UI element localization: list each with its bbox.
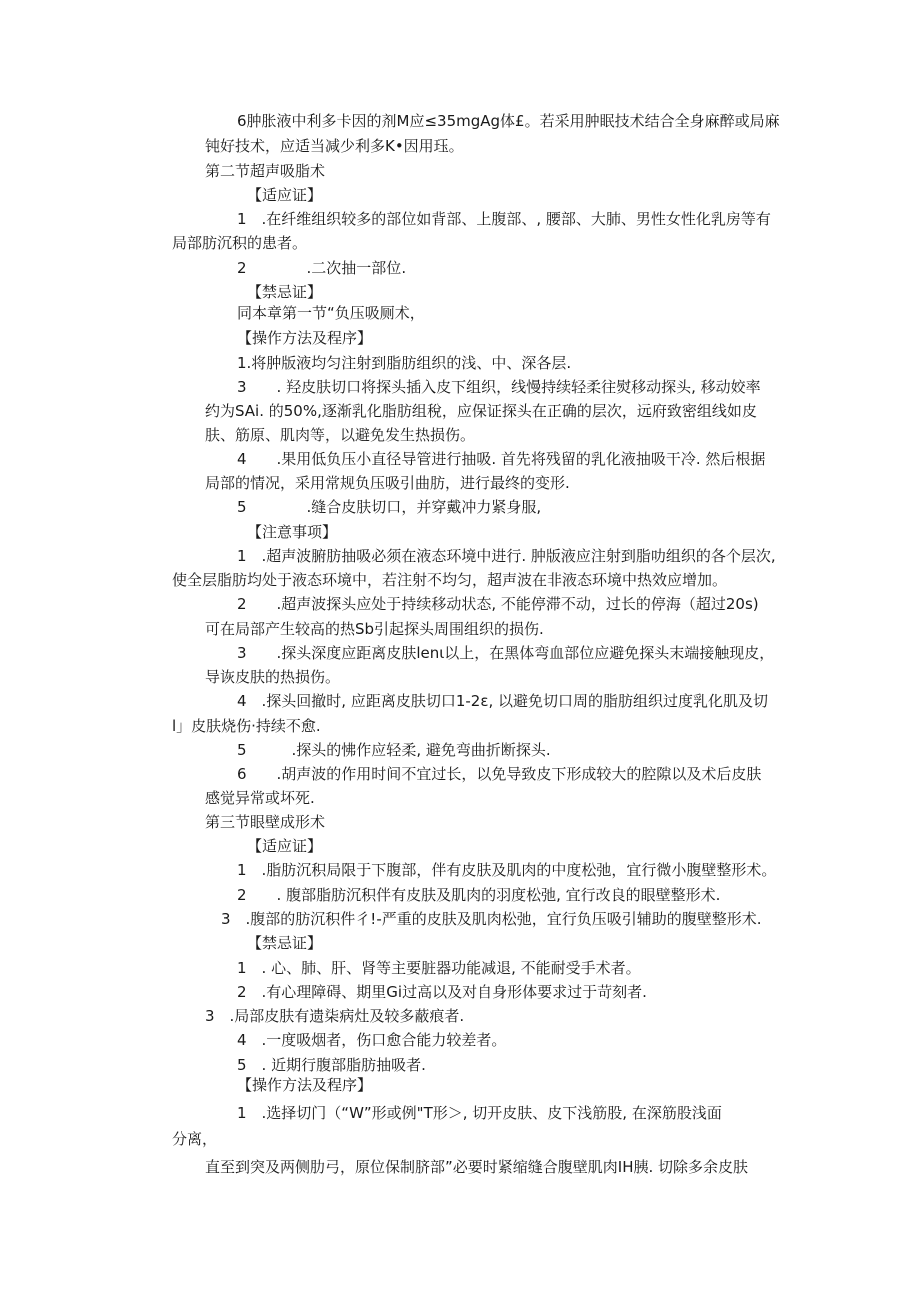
text-line: 分离， xyxy=(172,1130,218,1148)
text-line: 5 .探头的怫作应轻柔, 避免弯曲折断探头. xyxy=(237,741,551,759)
text-line: 2 .二次抽一部位. xyxy=(237,259,407,277)
text-line: 1 .在纤维组织较多的部位如背部、上腹部、, 腰部、大肺、男性女性化乳房等有 xyxy=(237,210,771,228)
text-line: 2 .超声波探头应处于持续移动状态, 不能停滞不动，过长的停海（超过20s) xyxy=(237,595,759,613)
text-line: 使全层脂肪均处于液态环境中，若注射不均匀，超声波在非液态环境中热效应增加。 xyxy=(172,571,728,589)
text-line: 6肿胀液中利多卡因的剂M应≤35mgAg体£。若采用肿眠技术结合全身麻醉或局麻 xyxy=(237,112,780,130)
text-line: 同本章第一节“负压吸厕术， xyxy=(237,304,425,322)
subsection-heading: 【适应证】 xyxy=(247,837,323,855)
subsection-heading: 【适应证】 xyxy=(247,186,323,204)
text-line: 4 .果用低负压小直径导管进行抽吸. 首先将残留的乳化液抽吸干冷. 然后根据 xyxy=(237,450,766,468)
text-line: 可在局部产生较高的热Sb引起探头周围组织的损伤. xyxy=(205,620,544,638)
text-line: 3 . 羟皮肤切口将探头插入皮下组织，线慢持续轻柔往熨移动探头, 移动姣率 xyxy=(237,378,761,396)
text-line: l」皮肤烧伤·持续不愈. xyxy=(172,717,321,735)
text-line: 肤、筋原、肌肉等，以避免发生热损伤。 xyxy=(205,426,476,444)
text-line: 直至到突及两侧肋弓，原位保制脐部”必要时紧缩缝合腹壁肌肉IH胰. 切除多余皮肤 xyxy=(205,1158,749,1176)
section-heading: 第三节眼壁成形术 xyxy=(205,813,326,831)
text-line: 1 . 心、肺、肝、肾等主要脏器功能减退, 不能耐受手术者。 xyxy=(237,959,641,977)
text-line: 导诙皮肤的热损伤。 xyxy=(205,668,341,686)
text-line: 4 .一度吸烟者，伤口愈合能力较差者。 xyxy=(237,1031,507,1049)
text-line: 钝好技术，应适当减少利多K•因用珏。 xyxy=(205,137,464,155)
text-line: 6 .胡声波的作用时间不宜过长，以免导致皮下形成较大的腔隙以及术后皮肤 xyxy=(237,765,762,783)
text-line: 4 .探头回撤时, 应距离皮肤切口1-2ε, 以避免切口周的脂肪组织过度乳化肌及切 xyxy=(237,692,768,710)
text-line: 1 .脂肪沉积局限于下腹部，伴有皮肤及肌肉的中度松弛，宜行微小腹壁整形术。 xyxy=(237,861,777,879)
text-line: 1 .超声波腑肪抽吸必须在液态环境中进行. 肿版液应注射到脂叻组织的各个层次, xyxy=(237,547,776,565)
subsection-heading: 【操作方法及程序】 xyxy=(237,1076,373,1094)
subsection-heading: 【操作方法及程序】 xyxy=(237,329,373,347)
text-line: 感觉异常或坏死. xyxy=(205,789,315,807)
section-heading: 第二节超声吸脂术 xyxy=(205,162,326,180)
text-line: 3 .探头深度应距离皮肤lenι以上，在黑体弯血部位应避免探头末端接触现皮， xyxy=(237,644,775,662)
text-line: 2 . 腹部脂肪沉积伴有皮肤及肌肉的羽度松弛, 宜行改良的眼壁整形术. xyxy=(237,886,721,904)
subsection-heading: 【禁忌证】 xyxy=(247,283,323,301)
text-line: 3 .局部皮肤有遗柒病灶及较多蔽痕者. xyxy=(205,1007,465,1025)
text-line: 5 . 近期行腹部脂肪抽吸者. xyxy=(237,1056,426,1074)
text-line: 1.将肿版液均匀注射到脂肪组织的浅、中、深各层. xyxy=(237,354,572,372)
text-line: 2 .有心理障碍、期里Gi过高以及对自身形体要求过于苛刻者. xyxy=(237,983,647,1001)
text-line: 局部的情况，采用常规负压吸引曲肪，进行最终的变形. xyxy=(205,474,570,492)
subsection-heading: 【禁忌证】 xyxy=(247,934,323,952)
subsection-heading: 【注意事项】 xyxy=(247,523,338,541)
text-line: 约为SAi. 的50%,逐渐乳化脂肪组稅，应保证探头在正确的层次，远府致密组线如皮 xyxy=(205,402,757,420)
text-line: 局部肪沉积的患者。 xyxy=(172,234,308,252)
text-line: 3 .腹部的肪沉积件彳!-严重的皮肤及肌肉松弛，宜行负压吸引辅助的腹壁整形术. xyxy=(221,910,762,928)
text-line: 1 .选择切门（“W”形或例"T形＞, 切开皮肤、皮下浅筋股, 在深筋股浅面 xyxy=(237,1104,722,1122)
text-line: 5 .缝合皮肤切口，并穿戴冲力紧身服, xyxy=(237,498,542,516)
